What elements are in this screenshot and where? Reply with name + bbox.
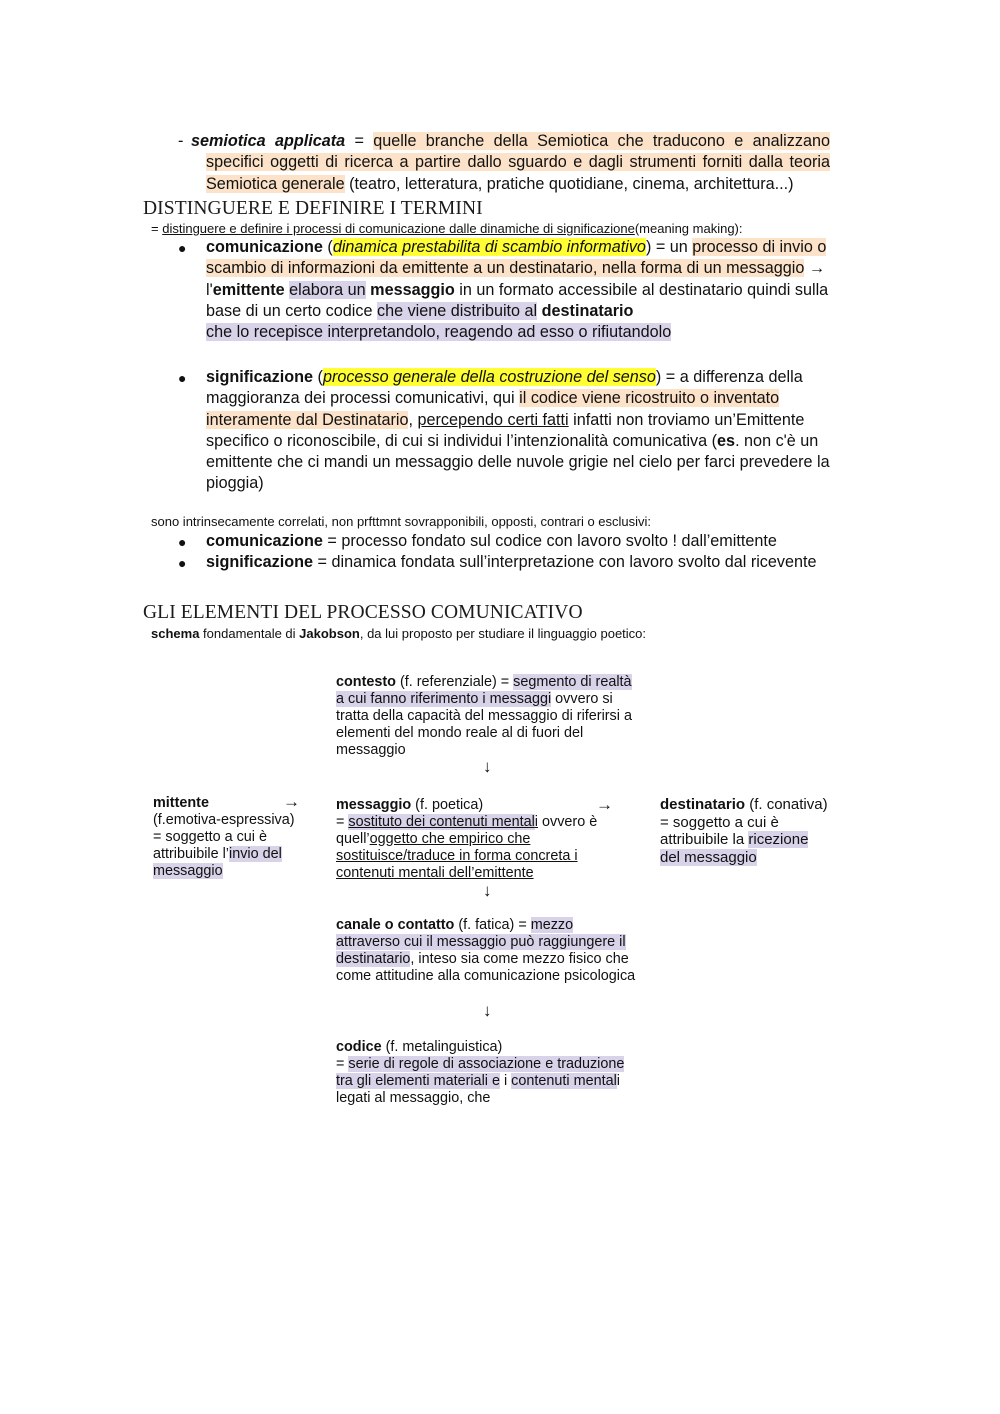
messaggio-fn: (f. poetica): [411, 797, 484, 813]
contesto-fn: (f. referenziale) =: [395, 674, 514, 690]
contesto-block: [336, 674, 642, 759]
messaggio-word: messaggio: [370, 280, 455, 299]
intro-eq: =: [151, 221, 163, 236]
applicata-paragraph: [191, 131, 830, 195]
messaggio-underlined: oggetto che empirico che sostituisce/traduce in forma concreta i contenuti mentali dell’emittente: [336, 831, 578, 881]
destinatario-word: destinatario: [541, 301, 634, 320]
codice-block: [336, 1039, 626, 1107]
bullet-icon: ●: [178, 555, 187, 571]
contesto-term: contesto: [336, 674, 396, 690]
canale-block: [336, 917, 638, 985]
codice-ricostruito-highlight: il codice viene ricostruito o inventato interamente dal Destinatario: [206, 389, 780, 429]
section1-intro: [151, 221, 871, 237]
significazione-rest2: . non c'è un emittente che ci mandi un messaggio delle nuvole grigie nel cielo per farci prevedere la pioggia): [206, 431, 830, 493]
messaggio-highlight: sostituto dei contenuti mental: [348, 814, 535, 830]
arrow-right-icon: →: [596, 795, 613, 814]
intro-underlined: distinguere e definire i processi di comunicazione dalle dinamiche di significazione: [162, 221, 635, 236]
schema-intro: [151, 626, 851, 642]
significazione-term: significazione: [206, 368, 314, 386]
applicata-eq: =: [345, 132, 374, 150]
mittente-highlight: invio del messaggio: [153, 846, 282, 879]
codice-term: codice: [336, 1039, 382, 1055]
schema-word: schema: [151, 626, 200, 641]
intro-rest: (meaning making):: [634, 221, 743, 236]
canale-highlight: mezzo attraverso cui il messaggio può raggiungere il destinatario: [336, 917, 626, 967]
list-item-significazione: [206, 552, 866, 573]
applicata-term: semiotica applicata: [191, 132, 346, 150]
canale-rest: , inteso sia come mezzo fisico che come attitudine alla comunicazione psicologica: [336, 951, 636, 984]
comunicazione-yellow: dinamica prestabilita di scambio informativo: [332, 238, 646, 256]
destinatario-block: [660, 796, 830, 866]
significazione-mid: ) = a differenza della maggioranza dei processi comunicativi, qui: [206, 368, 803, 408]
list-text: = processo fondato sul codice con lavoro svolto ! dall’emittente: [322, 532, 777, 550]
arrow-down-icon: ↓: [483, 881, 492, 900]
mittente-term: mittente: [153, 795, 209, 811]
canale-fn: (f. fatica) =: [454, 917, 531, 933]
schema-rest: , da lui proposto per studiare il linguaggio poetico:: [359, 626, 647, 641]
recepisce-highlight: che lo recepisce interpretandolo, reagendo ad esso o rifiutandolo: [206, 323, 672, 342]
codice-fn: (f. metalinguistica): [381, 1039, 503, 1055]
bullet-icon: ●: [178, 370, 187, 386]
codice-rest: i legati al messaggio, che: [336, 1073, 620, 1106]
comunicazione-term: comunicazione: [206, 238, 323, 256]
significazione-rest1: infatti non troviamo un’Emittente specifico o riconoscibile, di cui si individui l’intenzionalità comunicativa (: [206, 410, 805, 450]
paren-open: (: [313, 368, 323, 386]
significazione-yellow: processo generale della costruzione del senso: [322, 368, 656, 386]
jakobson-word: Jakobson: [299, 626, 360, 641]
percependo-underlined: percependo certi fatti: [417, 410, 569, 429]
codice-mid: i: [499, 1073, 512, 1089]
section-heading-termini: DISTINGUERE E DEFINIRE I TERMINI: [143, 198, 483, 219]
codice-highlight: serie di regole di associazione e traduzione tra gli elementi materiali e: [336, 1056, 625, 1089]
contesto-rest: ovvero si tratta della capacità del messaggio di riferirsi a elementi del mondo reale al di fuori del messaggio: [336, 691, 632, 758]
applicata-examples: (teatro, letteratura, pratiche quotidiane, cinema, architettura...): [344, 174, 794, 193]
bullet-icon: ●: [178, 240, 187, 256]
list-term: comunicazione: [206, 532, 323, 550]
paren-open: (: [322, 238, 333, 256]
codice-highlight-2: contenuti mental: [511, 1073, 617, 1089]
destinatario-term: destinatario: [660, 796, 746, 813]
arrow-down-icon: ↓: [483, 1001, 492, 1020]
elabora-highlight: elabora un: [289, 280, 366, 299]
mittente-fn: (f.emotiva-espressiva) = soggetto a cui è attribuibile l’: [153, 812, 295, 862]
applicata-definition: quelle branche della Semiotica che traducono e analizzano specifici oggetti di ricerca a partire dallo sguardo e dagli strumenti forniti dalla teoria Semiotica generale: [206, 132, 830, 193]
messaggio-term: messaggio: [336, 797, 412, 813]
canale-term: canale o contatto: [336, 917, 455, 933]
messaggio-block: [336, 797, 616, 882]
distribuito-highlight: che viene distribuito al: [376, 301, 538, 320]
arrow-down-icon: ↓: [483, 757, 492, 776]
list-text: = dinamica fondata sull’interpretazione con lavoro svolto dal ricevente: [313, 553, 817, 571]
significazione-paragraph: [206, 367, 836, 495]
arrow-right-icon: →: [283, 792, 300, 811]
comma: ,: [408, 410, 418, 429]
contesto-highlight: segmento di realtà a cui fanno riferimento i messaggi: [336, 674, 632, 707]
destinatario-highlight: ricezione del messaggio: [660, 831, 809, 866]
comunicazione-paragraph: [206, 237, 838, 343]
codice-eq: =: [336, 1056, 349, 1072]
section-heading-elementi: GLI ELEMENTI DEL PROCESSO COMUNICATIVO: [143, 602, 583, 623]
arrow-text: → l': [206, 259, 826, 299]
schema-mid: fondamentale di: [199, 626, 300, 641]
messaggio-hl-end: i: [534, 814, 538, 830]
paren-close: ) = un: [645, 238, 693, 256]
comunicazione-highlight: processo di invio o scambio di informazioni da emittente a un destinatario, nella forma di un messaggio: [206, 238, 827, 278]
messaggio-rest: ovvero è quell’: [336, 814, 598, 847]
destinatario-fn: (f. conativa) = soggetto a cui è attribuibile la: [660, 796, 828, 848]
emittente-word: emittente: [212, 280, 285, 299]
correlati-text: sono intrinsecamente correlati, non prfttmnt sovrapponibili, opposti, contrari o esclusivi:: [151, 514, 652, 529]
bullet-icon: ●: [178, 534, 187, 550]
messaggio-eq: =: [336, 814, 349, 830]
list-term: significazione: [206, 553, 314, 571]
es-word: es: [717, 431, 736, 450]
list-item-comunicazione: [206, 531, 866, 552]
applicata-dash: -: [178, 132, 184, 150]
comunicazione-mid: in un formato accessibile al destinatario quindi sulla base di un certo codice: [206, 280, 829, 320]
